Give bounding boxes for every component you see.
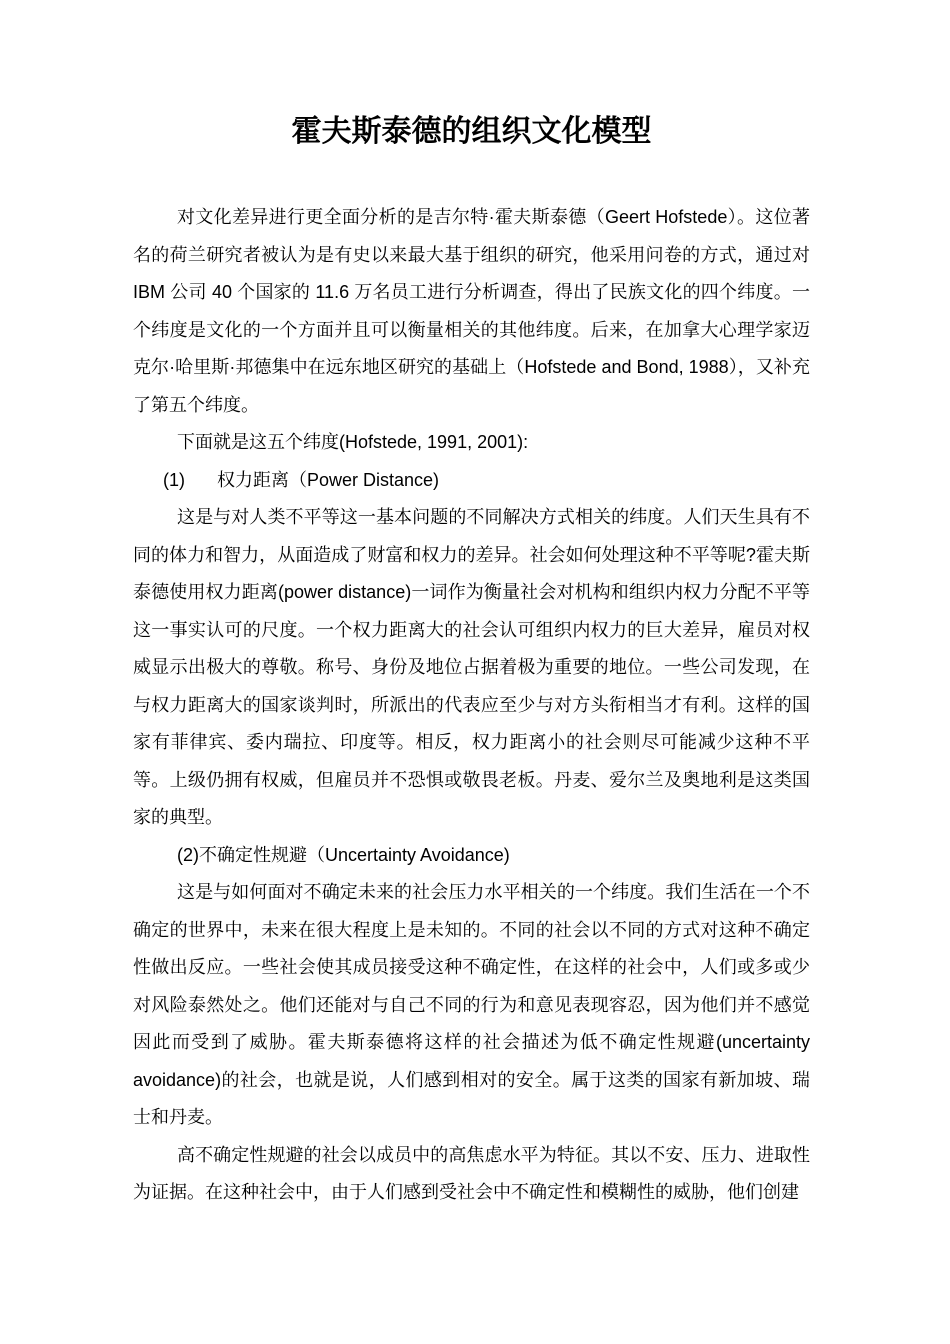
paragraph <box>133 499 810 837</box>
paragraph <box>133 462 810 500</box>
paragraph-text: 这是与如何面对不确定未来的社会压力水平相关的一个纬度。我们生活在一个不确定的世界中，未来在很大程度上是未知的。不同的社会以不同的方式对这种不确定性做出反应。一些社会使其成员接受这种不确定性，在这样的社会中，人们或多或少对风险泰然处之。他们还能对与自己不同的行为和意见表现容忍，因为他们并不感觉因此而受到了威胁。霍夫斯泰德将这样的社会描述为低不确定性规避(uncertainty avoidance)的社会，也就是说，人们感到相对的安全。属于这类的国家有新加坡、瑞士和丹麦。 <box>133 882 810 1127</box>
paragraph <box>133 199 810 424</box>
paragraph-text: 下面就是这五个纬度(Hofstede, 1991, 2001): <box>177 432 529 452</box>
paragraph-text: 这是与对人类不平等这一基本问题的不同解决方式相关的纬度。人们天生具有不同的体力和智力，从面造成了财富和权力的差异。社会如何处理这种不平等呢?霍夫斯泰德使用权力距离(power distance)一词作为衡量社会对机构和组织内权力分配不平等这一事实认可的尺度。一个权力距离大的社会认可组织内权力的巨大差异，雇员对权威显示出极大的尊敬。称号、身份及地位占据着极为重要的地位。一些公司发现，在与权力距离大的国家谈判时，所派出的代表应至少与对方头衔相当才有利。这样的国家有菲律宾、委内瑞拉、印度等。相反，权力距离小的社会则尽可能减少这种不平等。上级仍拥有权威，但雇员并不恐惧或敬畏老板。丹麦、爱尔兰及奥地利是这类国家的典型。 <box>133 507 810 827</box>
paragraph <box>133 874 810 1137</box>
paragraph-text: 高不确定性规避的社会以成员中的高焦虑水平为特征。其以不安、压力、进取性为证据。在这种社会中，由于人们感到受社会中不确定性和模糊性的威胁，他们创建 <box>133 1144 810 1202</box>
document-title: 霍夫斯泰德的组织文化模型 <box>291 115 652 148</box>
paragraph-text: 权力距离（Power Distance) <box>217 469 440 490</box>
paragraph <box>133 424 810 462</box>
paragraph-text: (2)不确定性规避（Uncertainty Avoidance) <box>177 844 510 865</box>
paragraph <box>133 1137 810 1212</box>
paragraph-text: 对文化差异进行更全面分析的是吉尔特·霍夫斯泰德（Geert Hofstede）。这位著名的荷兰研究者被认为是有史以来最大基于组织的研究，他采用问卷的方式，通过对 IBM 公司 40 个国家的 11.6 万名员工进行分析调查，得出了民族文化的四个纬度。一个纬度是文化的一个方面并且可以衡量相关的其他纬度。后来，在加拿大心理学家迈克尔·哈里斯·邦德集中在远东地区研究的基础上（Hofstede and Bond, 1988），又补充了第五个纬度。 <box>133 207 810 415</box>
document-body <box>133 199 810 1212</box>
list-marker: (1) <box>163 469 185 490</box>
paragraph <box>133 837 810 875</box>
